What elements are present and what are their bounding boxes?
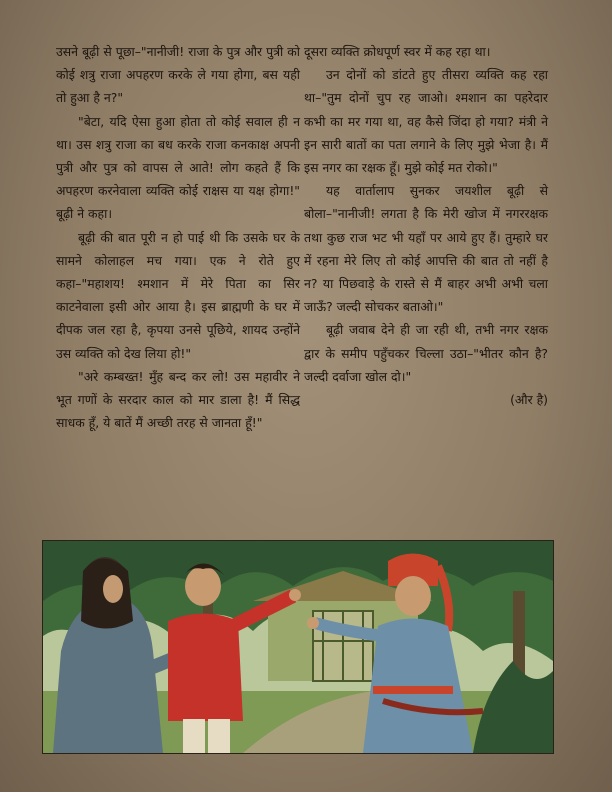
- paragraph: बूढ़ी जवाब देने ही जा रही थी, तभी नगर रक्षक द्वार के समीप पहुँचकर चिल्ला उठा–"भीतर कौन है? जल्दी दर्वाजा खोल दो।": [304, 322, 548, 384]
- continued-label: (और है): [510, 392, 548, 408]
- continued-row: [304, 388, 548, 411]
- final-paragraph-row: [304, 318, 548, 388]
- paragraph: उन दोनों को डांटते हुए तीसरा व्यक्ति कह रहा था–"तुम दोनों चुप रह जाओ। श्मशान का पहरेदार कभी का मर गया था, वह कैसे जिंदा हो गया? मंत्री ने इन सारी बातों का पता लगाने के लिए मुझे भेजा है। मैं इस नगर का रक्षक हूँ। मुझे कोई मत रोको।": [304, 67, 548, 176]
- paragraph: "अरे कम्बख्त! मुँह बन्द कर लो! उस महावीर ने भूत गणों के सरदार काल को मार डाला है! मैं सिद्ध साधक हूँ, ये बातें मैं अच्छी तरह से जानता हूँ!": [56, 368, 300, 431]
- paragraph: यह वार्तालाप सुनकर जयशील बूढ़ी से बोला–"नानीजी! लगता है कि मेरी खोज में नगररक्षक तथा कुछ राज भट भी यहाँ पर आये हुए हैं। तुम्हारे घर में रहना मेरे लिए तो कोई आपत्ति की बात तो नहीं है न? या पिछवाड़े के रास्ते से मैं बाहर अभी अभी चला जाऊँ? जल्दी सोचकर बताओ।": [304, 183, 548, 315]
- paragraph: उसने बूढ़ी से पूछा–"नानीजी! राजा के पुत्र और पुत्री को कोई शत्रु राजा अपहरण करके ले गया होगा, बस यही तो हुआ है न?": [56, 44, 300, 106]
- right-text-column: [304, 40, 548, 411]
- paragraph: बूढ़ी की बात पूरी न हो पाई थी कि उसके घर के सामने कोलाहल मच गया। एक ने रोते हुए कहा–"महाशय! श्मशान में मेरे पिता का सिर काटनेवाला इसी ओर आया है। इस ब्राह्मणी के घर में दीपक जल रहा है, कृपया उनसे पूछिये, शायद उन्होंने उस व्यक्ति को देख लिया हो!": [56, 229, 300, 361]
- story-illustration: [42, 540, 554, 754]
- left-text-column: [56, 40, 300, 434]
- paragraph: दूसरा व्यक्ति क्रोधपूर्ण स्वर में कह रहा था।: [304, 44, 491, 59]
- paragraph: "बेटा, यदि ऐसा हुआ होता तो कोई सवाल ही न था। उस शत्रु राजा का बध करके राजा कनकाक्ष अपनी पुत्री और पुत्र को वापस ले आते! लोग कहते हैं कि अपहरण करनेवाला व्यक्ति कोई राक्षस या यक्ष होगा!" बूढ़ी ने कहा।: [56, 113, 300, 222]
- illustration-art: [43, 541, 553, 753]
